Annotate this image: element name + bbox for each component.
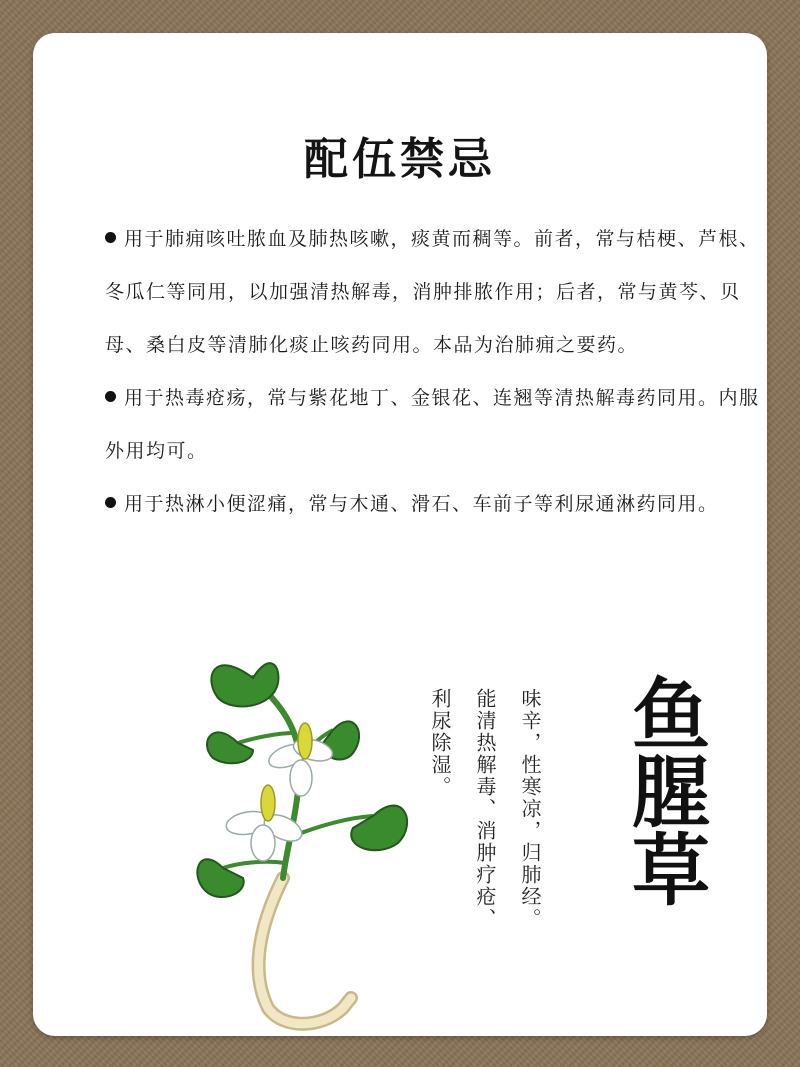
herb-name: 鱼腥草 (619, 673, 710, 907)
flower-lower (224, 785, 305, 861)
usage-paragraph-1-text: 用于肺痈咳吐脓血及肺热咳嗽，痰黄而稠等。前者，常与桔梗、芦根、冬瓜仁等同用，以加强清热解毒，消肿排脓作用；后者，常与黄芩、贝母、桑白皮等清肺化痰止咳药同用。本品为治肺痈之要药。 (105, 228, 760, 356)
herb-desc-col-3: 利尿除湿。 (428, 688, 452, 798)
page-title: 配伍禁忌 (304, 134, 496, 185)
content-card (33, 33, 767, 1036)
usage-paragraph-1 (105, 213, 765, 372)
usage-paragraph-2 (105, 372, 765, 478)
bullet-icon (105, 232, 116, 243)
usage-paragraph-3 (105, 478, 765, 531)
herb-desc-col-1: 味辛，性寒凉，归肺经。 (518, 688, 542, 930)
usage-paragraph-3-text: 用于热淋小便涩痛，常与木通、滑石、车前子等利尿通淋药同用。 (124, 493, 719, 515)
usage-paragraph-2-text: 用于热毒疮疡，常与紫花地丁、金银花、连翘等清热解毒药同用。内服外用均可。 (105, 387, 760, 462)
herb-desc-col-2: 能清热解毒、消肿疗疮、 (473, 688, 497, 930)
bullet-icon (105, 391, 116, 402)
usage-text (105, 213, 765, 531)
houttuynia-plant-illustration (193, 638, 423, 1038)
bullet-icon (105, 497, 116, 508)
